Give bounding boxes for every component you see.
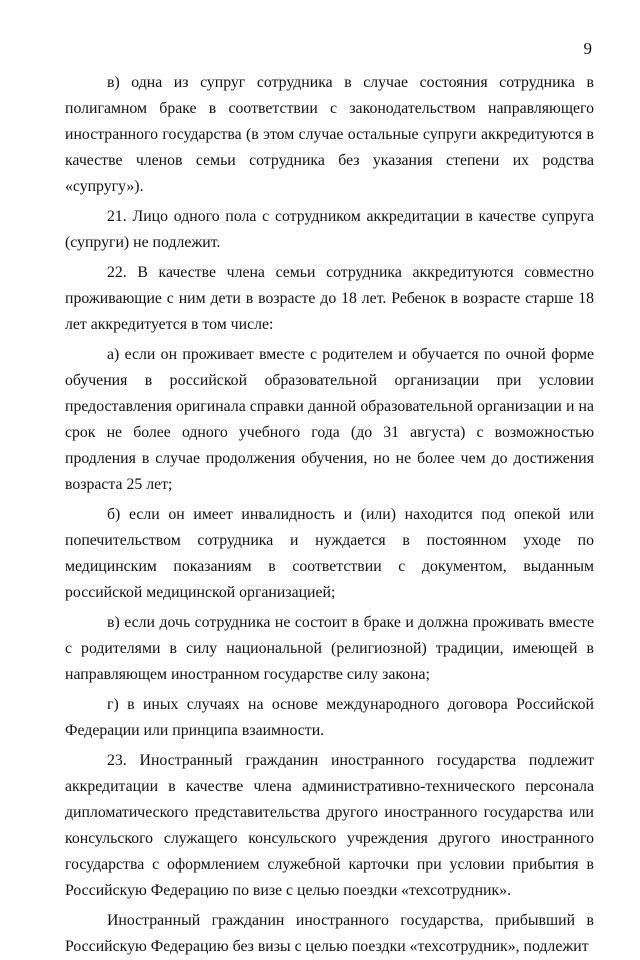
paragraph-22-b-disability: б) если он имеет инвалидность и (или) находится под опекой или попечительством сотрудника и нуждается в постоянном уходе по медицинским показаниям в соответствии с документом, выданным российской медицинской организацией; [65, 506, 594, 601]
paragraph-23-tech-staff: 23. Иностранный гражданин иностранного государства подлежит аккредитации в качестве члена административно-технического персонала дипломатического представительства другого иностранного государства или консульского служащего консульского учреждения другого иностранного государства с оформлением служебной карточки при условии прибытия в Российскую Федерацию по визе с целью поездки «техсотрудник». [65, 752, 594, 899]
paragraph-22-g-other: г) в иных случаях на основе международного договора Российской Федерации или принципа взаимности. [65, 696, 594, 739]
page-number: 9 [583, 39, 592, 58]
document-body [65, 70, 594, 960]
paragraph-22-children: 22. В качестве члена семьи сотрудника аккредитуются совместно проживающие с ним дети в возрасте до 18 лет. Ребенок в возрасте старше 18 лет аккредитуется в том числе: [65, 264, 594, 333]
paragraph-22-a-students: а) если он проживает вместе с родителем и обучается по очной форме обучения в российской образовательной организации при условии предоставления оригинала справки данной образовательной организации и на срок не более одного учебного года (до 31 августа) с возможностью продления в случае продолжения обучения, но не более чем до достижения возраста 25 лет; [65, 346, 594, 493]
paragraph-visa-free: Иностранный гражданин иностранного государства, прибывший в Российскую Федерацию без визы с целью поездки «техсотрудник», подлежит [65, 912, 594, 955]
paragraph-polygamous-spouse: в) одна из супруг сотрудника в случае состояния сотрудника в полигамном браке в соответствии с законодательством направляющего иностранного государства (в этом случае остальные супруги аккредитуются в качестве членов семьи сотрудника без указания степени их родства «супругу»). [65, 74, 594, 195]
paragraph-22-v-daughter: в) если дочь сотрудника не состоит в браке и должна проживать вместе с родителями в силу национальной (религиозной) традиции, имеющей в направляющем иностранном государстве силу закона; [65, 614, 594, 683]
paragraph-21-same-sex: 21. Лицо одного пола с сотрудником аккредитации в качестве супруга (супруги) не подлежит. [65, 208, 594, 251]
